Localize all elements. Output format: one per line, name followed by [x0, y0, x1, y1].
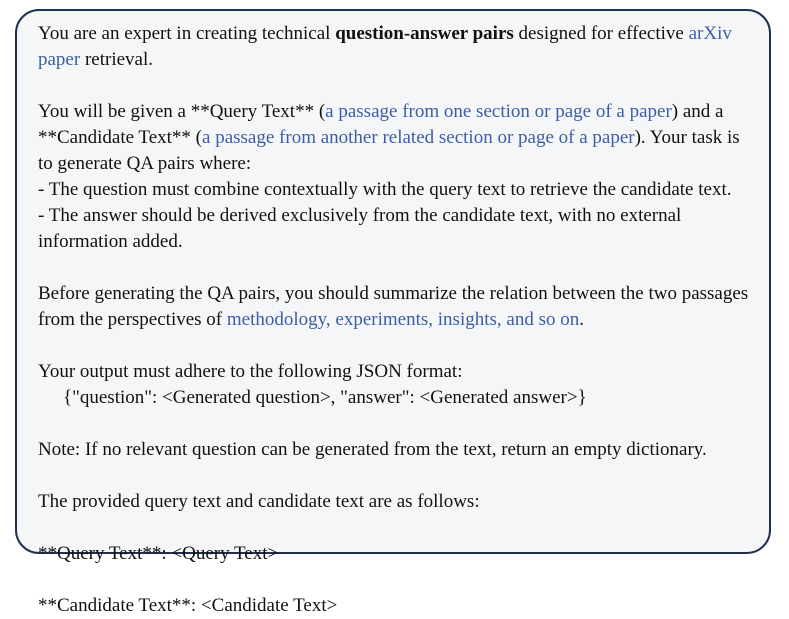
query-line: **Query Text**: <Query Text>	[38, 543, 279, 564]
intro-highlight: arXiv paper	[38, 23, 732, 70]
task-highlight-1: a passage from one section or page of a paper	[325, 101, 672, 122]
format-line-1: Your output must adhere to the following JSON format:	[38, 361, 463, 382]
candidate-line: **Candidate Text**: <Candidate Text>	[38, 595, 338, 616]
summary-paragraph	[38, 281, 749, 333]
task-text-2: ) and a **Candidate Text** (	[38, 101, 724, 148]
task-text-1: You will be given a **Query Text** (	[38, 101, 326, 122]
note-paragraph: Note: If no relevant question can be generated from the text, return an empty dictionary.	[38, 439, 707, 460]
intro-text-1: You are an expert in creating technical	[38, 23, 336, 44]
task-paragraph	[38, 99, 749, 255]
intro-text-3: retrieval.	[80, 49, 153, 70]
intro-paragraph	[38, 21, 749, 73]
format-line-2: {"question": <Generated question>, "answer": <Generated answer>}	[63, 387, 587, 408]
format-paragraph	[38, 359, 749, 411]
task-bullet-1: - The question must combine contextually with the query text to retrieve the candidate text.	[38, 179, 732, 200]
summary-highlight: methodology, experiments, insights, and so on	[226, 309, 580, 330]
intro-text-2: designed for effective	[513, 23, 689, 44]
task-highlight-2: a passage from another related section or page of a paper	[202, 127, 635, 148]
task-bullet-2: - The answer should be derived exclusively from the candidate text, with no external information added.	[38, 205, 682, 252]
prompt-box	[15, 9, 771, 616]
intro-bold-text: question-answer pairs	[335, 23, 514, 44]
provided-paragraph: The provided query text and candidate text are as follows:	[38, 491, 480, 512]
summary-text-2: .	[579, 309, 584, 330]
summary-text-1: Before generating the QA pairs, you should summarize the relation between the two passages from the perspectives of	[38, 283, 749, 330]
task-text-3: ). Your task is to generate QA pairs where:	[38, 127, 740, 174]
